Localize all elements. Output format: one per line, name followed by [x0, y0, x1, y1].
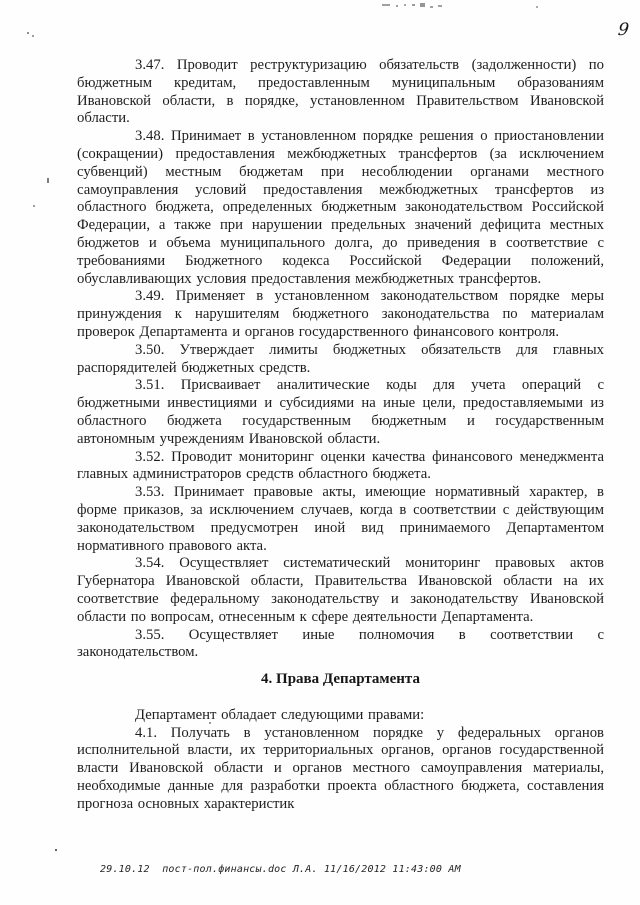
section-heading: 4. Права Департамента — [261, 671, 420, 688]
paragraph-3-47: 3.47. Проводит реструктуризацию обязательств (задолженности) по бюджетным кредитам, предоставленным муниципальным образованиям Ивановской области, в порядке, установленном Правительством Ивановской области. — [77, 57, 604, 127]
scan-artifact — [55, 849, 57, 851]
scan-artifact — [404, 4, 406, 6]
scan-artifact — [32, 35, 34, 37]
scan-artifact — [536, 6, 538, 8]
footer-note: 29.10.12 пост-пол.финансы.doc Л.А. 11/16/2012 11:43:00 AM — [100, 864, 461, 875]
paragraph-4-1: 4.1. Получать в установленном порядке у федеральных органов исполнительной власти, их территориальных органов, органов государственной власти Ивановской области и органов местного самоуправления материалы, необходимые данные для разработки проекта областного бюджета, составления прогноза основных характеристик — [77, 724, 604, 812]
scan-artifact — [382, 4, 390, 6]
paragraph-3-52: 3.52. Проводит мониторинг оценки качества финансового менеджмента главных администраторов средств областного бюджета. — [77, 448, 604, 483]
scan-artifact — [438, 5, 442, 7]
scan-artifact — [430, 6, 433, 8]
paragraph-3-53: 3.53. Принимает правовые акты, имеющие нормативный характер, в форме приказов, за исключением случаев, когда в соответствии с действующим законодательством предусмотрен иной вид принимаемого Департаментом нормативного правового акта. — [77, 484, 604, 554]
paragraph-3-48: 3.48. Принимает в установленном порядке решения о приостановлении (сокращении) предоставления межбюджетных трансфертов (за исключением субвенций) местным бюджетам при несоблюдении органами местного самоуправления условий предоставления межбюджетных трансфертов из областного бюджета, определенных бюджетным законодательством Российской Федерации, а также при нарушении предельных значений дефицита местных бюджетов и объема муниципального долга, до приведения в соответствие с требованиями Бюджетного кодекса Российской Федерации положений, обуславливающих условия предоставления межбюджетных трансфертов. — [77, 128, 604, 287]
scan-artifact — [47, 178, 49, 183]
scan-artifact — [33, 205, 35, 207]
page-number: 9 — [617, 20, 631, 40]
paragraph-3-50: 3.50. Утверждает лимиты бюджетных обязательств для главных распорядителей бюджетных средств. — [77, 341, 604, 376]
document-body — [77, 57, 604, 814]
scan-artifact — [27, 32, 29, 34]
paragraph-section-intro: Департамент обладает следующими правами: — [135, 706, 425, 723]
scan-artifact — [396, 5, 398, 7]
paragraph-3-54: 3.54. Осуществляет систематический мониторинг правовых актов Губернатора Ивановской области, Правительства Ивановской области на их соответствие федеральному законодательству и законодательству Ивановской области по вопросам, отнесенным к сфере деятельности Департамента. — [77, 555, 604, 625]
scan-artifact — [412, 4, 415, 6]
paragraph-3-51: 3.51. Присваивает аналитические коды для учета операций с бюджетными инвестициями и субсидиями на иные цели, предоставляемыми из областного бюджета государственным бюджетным и государственным автономным учреждениям Ивановской области. — [77, 377, 604, 447]
paragraph-3-49: 3.49. Применяет в установленном законодательством порядке меры принуждения к нарушителям бюджетного законодательства по материалам проверок Департамента и органов государственного финансового контроля. — [77, 288, 604, 340]
paragraph-3-55: 3.55. Осуществляет иные полномочия в соответствии с законодательством. — [77, 626, 604, 661]
scan-artifact — [420, 3, 425, 7]
